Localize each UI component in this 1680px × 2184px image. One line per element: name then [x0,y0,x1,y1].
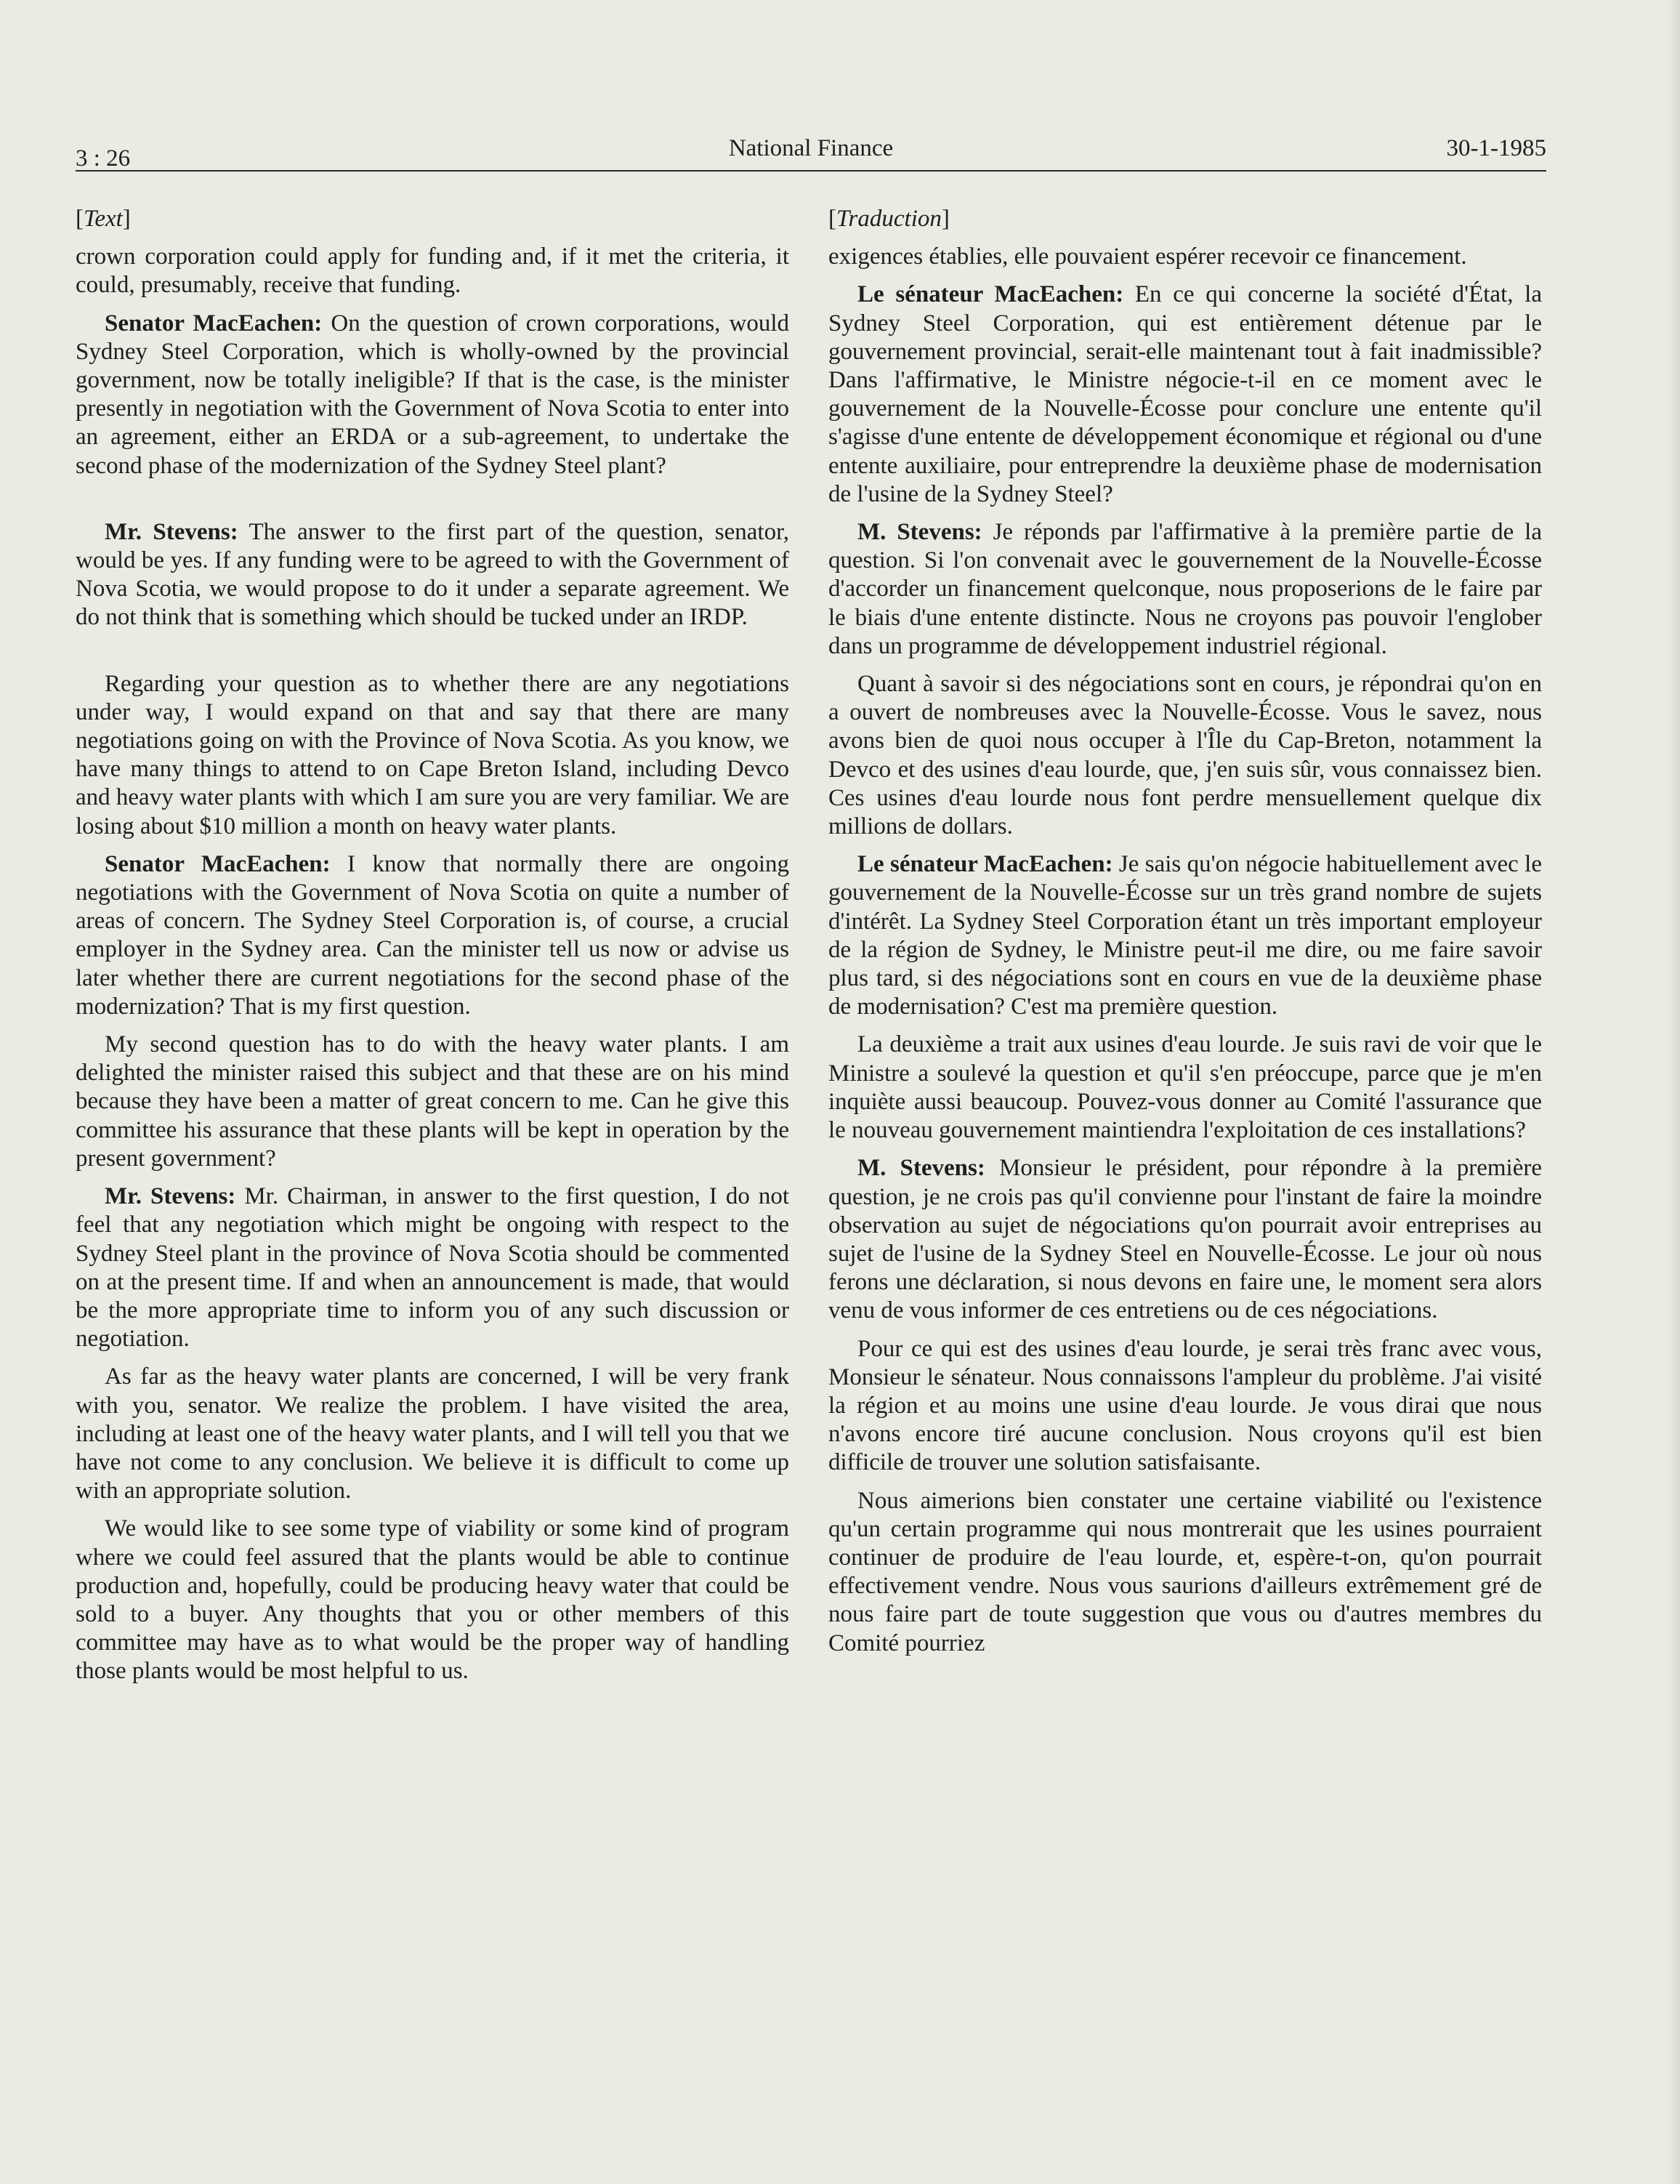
paragraph: La deuxième a trait aux usines d'eau lourde. Je suis ravi de voir que le Ministre a soulevé la question et qu'il s'en préoccupe, parce que je m'en inquiète aussi beaucoup. Pouvez-vous donner au Comité l'assurance que le nouveau gouvernement maintiendra l'exploitation de ces installations? [828,1031,1542,1144]
paragraph: Nous aimerions bien constater une certaine viabilité ou l'existence qu'un certain programme qui nous montrerait que les usines pourraient continuer de produire de l'eau lourde, et, espère-t-on, qu'on pourrait effectivement vendre. Nous vous saurions d'ailleurs extrêmement gré de nous faire part de toute suggestion que vous ou d'autres membres du Comité pourriez [828,1487,1542,1656]
speaker-name: Le sénateur MacEachen: [857,851,1113,878]
paragraph: Le sénateur MacEachen: Je sais qu'on négocie habituellement avec le gouvernement de la Nouvelle-Écosse sur un très grand nombre de sujets d'intérêt. La Sydney Steel Corporation étant un très important employeur de la région de Sydney, le Ministre peut-il me dire, ou me faire savoir plus tard, si des négociations sont en cours en vue de la deuxième phase de modernisation? C'est ma première question. [828,851,1542,1020]
header-rule [76,170,1546,172]
speaker-name: Mr. Stevens: [105,1183,236,1210]
journal-title: National Finance [728,135,894,161]
french-column-label: [Traduction] [828,206,950,232]
speaker-name: Le sénateur MacEachen: [857,281,1124,308]
speaker-name: Senator MacEachen: [105,850,331,877]
french-column [828,205,1542,1667]
english-column [76,205,789,1696]
paragraph: Pour ce qui est des usines d'eau lourde, je serai très franc avec vous, Monsieur le sénateur. Nous connaissons l'ampleur du problème. J'ai visité la région et au moins une usine d'eau lourde. Je vous dirai que nous n'avons encore tiré aucune conclusion. Nous croyons qu'il est bien difficile de trouver une solution satisfaisante. [828,1335,1542,1476]
page-edge-shadow [1667,0,1680,2184]
speaker-name: Mr. Stevens: [105,518,238,545]
paragraph: Senator MacEachen: On the question of crown corporations, would Sydney Steel Corporation, which is wholly-owned by the provincial government, now be totally ineligible? If that is the case, is the minister presently in negotiation with the Government of Nova Scotia to enter into an agreement, either an ERDA or a sub-agreement, to undertake the second phase of the modernization of the Sydney Steel plant? [76,310,790,479]
issue-date: 30-1-1985 [1446,135,1546,161]
paragraph: Mr. Stevens: The answer to the first part of the question, senator, would be yes. If any funding were to be agreed to with the Government of Nova Scotia, we would propose to do it under a separate agreement. We do not think that is something which should be tucked under an IRDP. [76,518,789,631]
running-head [76,135,1546,170]
paragraph: Le sénateur MacEachen: En ce qui concerne la société d'État, la Sydney Steel Corporation, qui est entièrement détenue par le gouvernement provincial, serait-elle maintenant tout à fait inadmissible? Dans l'affirmative, le Ministre négocie-t-il en ce moment avec le gouvernement de la Nouvelle-Écosse pour conclure une entente qu'il s'agisse d'une entente de développement économique et régional ou d'une entente auxiliaire, pour entreprendre la deuxième phase de modernisation de l'usine de la Sydney Steel? [828,281,1542,507]
speaker-name: M. Stevens: [857,519,982,546]
paragraph: We would like to see some type of viability or some kind of program where we could feel assured that the plants would be able to continue production and, hopefully, could be producing heavy water that could be sold to a buyer. Any thoughts that you or other members of this committee may have as to what would be the proper way of handling those plants would be most helpful to us. [76,1515,789,1685]
paragraph: M. Stevens: Monsieur le président, pour répondre à la première question, je ne crois pas qu'il convienne pour l'instant de faire la moindre observation au sujet de négociations qu'on pourrait avoir entreprises au sujet de l'usine de la Sydney Steel en Nouvelle-Écosse. Le jour où nous ferons une déclaration, si nous devons en faire une, le moment sera alors venu de vous informer de ces entretiens ou de ces négociations. [828,1155,1543,1324]
english-column-label: [Text] [76,206,131,232]
page-number: 3 : 26 [76,145,131,172]
paragraph: exigences établies, elle pouvaient espérer recevoir ce financement. [828,243,1467,270]
paragraph: M. Stevens: Je réponds par l'affirmative à la première partie de la question. Si l'on convenait avec le gouvernement de la Nouvelle-Écosse d'accorder un financement quelconque, nous proposerions de le faire par le biais d'une entente distincte. Nous ne croyons pas pouvoir l'englober dans un programme de développement industriel régional. [828,519,1542,659]
paragraph: crown corporation could apply for funding and, if it met the criteria, it could, presumably, receive that funding. [76,243,789,299]
paragraph: Senator MacEachen: I know that normally there are ongoing negotiations with the Government of Nova Scotia on quite a number of areas of concern. The Sydney Steel Corporation is, of course, a crucial employer in the Sydney area. Can the minister tell us now or advise us later whether there are current negotiations for the second phase of the modernization? That is my first question. [76,850,789,1020]
speaker-name: M. Stevens: [857,1155,985,1182]
paragraph: My second question has to do with the heavy water plants. I am delighted the minister raised this subject and that these are on his mind because they have been a matter of great concern to me. Can he give this committee his assurance that these plants will be kept in operation by the present government? [76,1031,789,1172]
paragraph: Regarding your question as to whether there are any negotiations under way, I would expand on that and say that there are many negotiations going on with the Province of Nova Scotia. As you know, we have many things to attend to on Cape Breton Island, including Devco and heavy water plants with which I am sure you are very familiar. We are losing about $10 million a month on heavy water plants. [76,670,789,839]
paragraph: As far as the heavy water plants are concerned, I will be very frank with you, senator. We realize the problem. I have visited the area, including at least one of the heavy water plants, and I will tell you that we have not come to any conclusion. We believe it is difficult to come up with an appropriate solution. [76,1363,789,1504]
paragraph: Mr. Stevens: Mr. Chairman, in answer to the first question, I do not feel that any negotiation which might be ongoing with respect to the Sydney Steel plant in the province of Nova Scotia should be commented on at the present time. If and when an announcement is made, that would be the more appropriate time to inform you of any such discussion or negotiation. [76,1183,789,1353]
paragraph: Quant à savoir si des négociations sont en cours, je répondrai qu'on en a ouvert de nombreuses avec la Nouvelle-Écosse. Vous le savez, nous avons bien de quoi nous occuper à l'Île du Cap-Breton, notamment la Devco et des usines d'eau lourde, que, j'en suis sûr, vous connaissez bien. Ces usines d'eau lourde nous font perdre mensuellement quelque dix millions de dollars. [828,671,1542,840]
speaker-name: Senator MacEachen: [105,310,323,337]
